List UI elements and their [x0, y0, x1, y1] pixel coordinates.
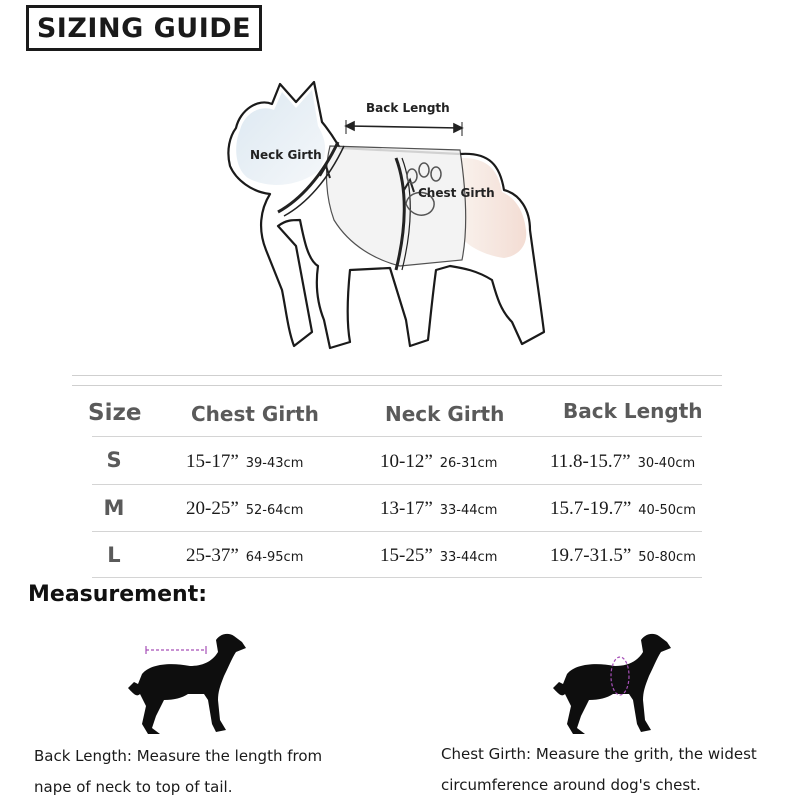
- table-cell-back: 15.7-19.7” 40-50cm: [550, 498, 696, 519]
- col-header-back-length: Back Length: [563, 399, 703, 423]
- chest-girth-instructions: Chest Girth: Measure the grith, the widest circumference around dog's chest.: [441, 745, 757, 794]
- row-separator: [92, 577, 702, 578]
- table-cell-chest: 20-25” 52-64cm: [186, 498, 304, 519]
- back-length-arrow: [346, 120, 462, 136]
- table-cell-chest: 25-37” 64-95cm: [186, 545, 304, 566]
- row-separator: [92, 436, 702, 437]
- table-cell-back: 11.8-15.7” 30-40cm: [550, 451, 696, 472]
- col-header-neck-girth: Neck Girth: [385, 402, 505, 426]
- size-l: L: [107, 543, 121, 567]
- sizing-guide-title: SIZING GUIDE: [26, 5, 262, 51]
- back-length-label: Back Length: [366, 101, 450, 115]
- dog-diagram: [200, 70, 600, 360]
- table-cell-neck: 15-25” 33-44cm: [380, 545, 498, 566]
- back-length-dog-icon: [120, 628, 250, 738]
- neck-girth-label: Neck Girth: [250, 148, 322, 162]
- measurement-title: Measurement:: [28, 582, 208, 607]
- table-cell-back: 19.7-31.5” 50-80cm: [550, 545, 696, 566]
- size-m: M: [103, 496, 125, 520]
- table-cell-neck: 10-12” 26-31cm: [380, 451, 498, 472]
- chest-girth-label: Chest Girth: [418, 186, 495, 200]
- col-header-size: Size: [88, 400, 142, 426]
- table-cell-chest: 15-17” 39-43cm: [186, 451, 304, 472]
- table-top-rule-2: [72, 385, 722, 386]
- back-length-instructions: Back Length: Measure the length from nape of neck to top of tail.: [34, 747, 323, 796]
- table-cell-neck: 13-17” 33-44cm: [380, 498, 498, 519]
- row-separator: [92, 484, 702, 485]
- col-header-chest-girth: Chest Girth: [191, 402, 319, 426]
- chest-girth-dog-icon: [545, 628, 675, 738]
- table-top-rule: [72, 375, 722, 376]
- row-separator: [92, 531, 702, 532]
- size-s: S: [106, 448, 122, 472]
